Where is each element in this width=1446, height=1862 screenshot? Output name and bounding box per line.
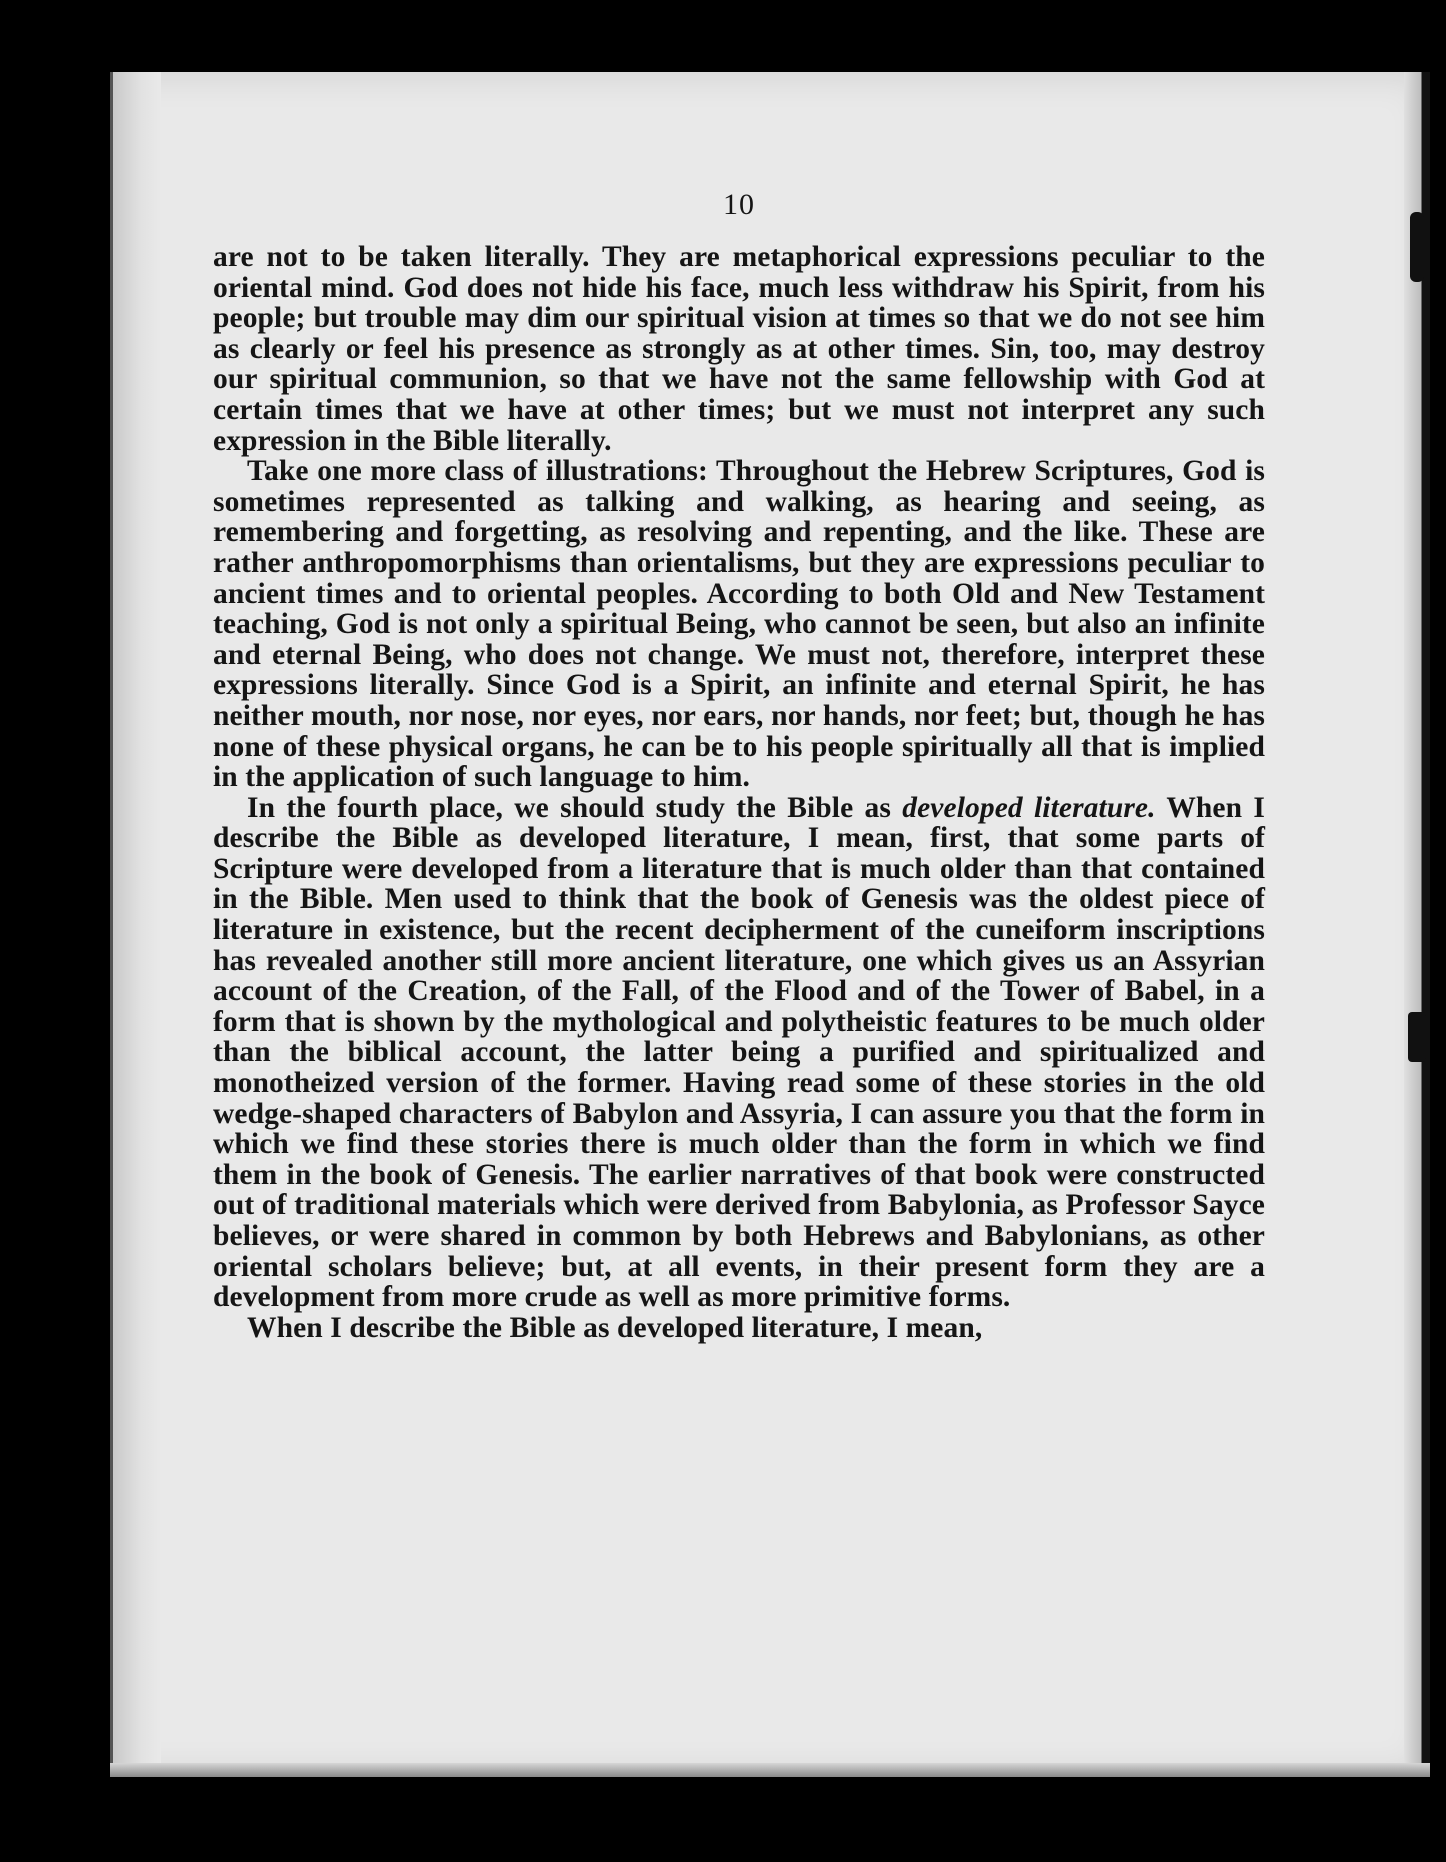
text-run: Take one more class of illustrations: Throughout the Hebrew Scriptures, God is sometimes represented as talking and walking, as hearing and seeing, as remembering and forgetting, as resolving and repenting, and the like. These are rather anthropomorphisms than orientalisms, but they are expressions peculiar to ancient times and to oriental peoples. According to both Old and New Testament teaching, God is not only a spiritual Being, who cannot be seen, but also an infinite and eternal Being, who does not change. We must not, therefore, interpret these expressions literally. Since God is a Spirit, an infinite and eternal Spirit, he has neither mouth, nor nose, nor eyes, nor ears, nor hands, nor feet; but, though he has none of these physical organs, he can be to his people spiritually all that is implied in the application of such language to him. bbox=[213, 455, 1265, 794]
paragraph bbox=[213, 242, 1265, 456]
paragraph bbox=[213, 793, 1265, 1313]
page-binding-edge bbox=[110, 72, 161, 1777]
ink-mark bbox=[1408, 1012, 1426, 1062]
page-text bbox=[213, 170, 1265, 1343]
page-bottom-edge bbox=[110, 1763, 1430, 1777]
ink-mark bbox=[1410, 212, 1424, 282]
paragraph bbox=[213, 1313, 1265, 1344]
paragraph bbox=[213, 456, 1265, 793]
text-run: In the fourth place, we should study the Bible as bbox=[247, 791, 903, 824]
paragraphs bbox=[213, 242, 1265, 1343]
page-number: 10 bbox=[723, 188, 755, 221]
text-run: When I describe the Bible as developed literature, I mean, first, that some parts of Scripture were developed from a literature that is much older than that contained in the Bible. Men used to think that the book of Genesis was the oldest piece of literature in existence, but the recent decipherment of the cuneiform inscriptions has revealed another still more ancient literature, one which gives us an Assyrian account of the Creation, of the Fall, of the Flood and of the Tower of Babel, in a form that is shown by the mythological and polytheistic features to be much older than the biblical account, the latter being a purified and spiritualized and monotheized version of the former. Having read some of these stories in the old wedge-shaped characters of Babylon and Assyria, I can assure you that the form in which we find these stories there is much older than the form in which we find them in the book of Genesis. The earlier narratives of that book were constructed out of traditional materials which were derived from Babylonia, as Professor Sayce believes, or were shared in common by both Hebrews and Babylonians, as other oriental scholars believe; but, at all events, in their present form they are a development from more crude as well as more primitive forms. bbox=[213, 791, 1265, 1314]
text-run: are not to be taken literally. They are metaphorical expressions peculiar to the oriental mind. God does not hide his face, much less withdraw his Spirit, from his people; but trouble may dim our spiritual vision at times so that we do not see him as clearly or feel his presence as strongly as at other times. Sin, too, may destroy our spiritual communion, so that we have not the same fellowship with God at certain times that we have at other times; but we must not interpret any such expression in the Bible literally. bbox=[213, 241, 1265, 457]
italic-phrase: developed literature. bbox=[902, 791, 1156, 824]
text-run: When I describe the Bible as developed literature, I mean, bbox=[247, 1311, 983, 1344]
page-right-edge bbox=[1404, 72, 1430, 1777]
